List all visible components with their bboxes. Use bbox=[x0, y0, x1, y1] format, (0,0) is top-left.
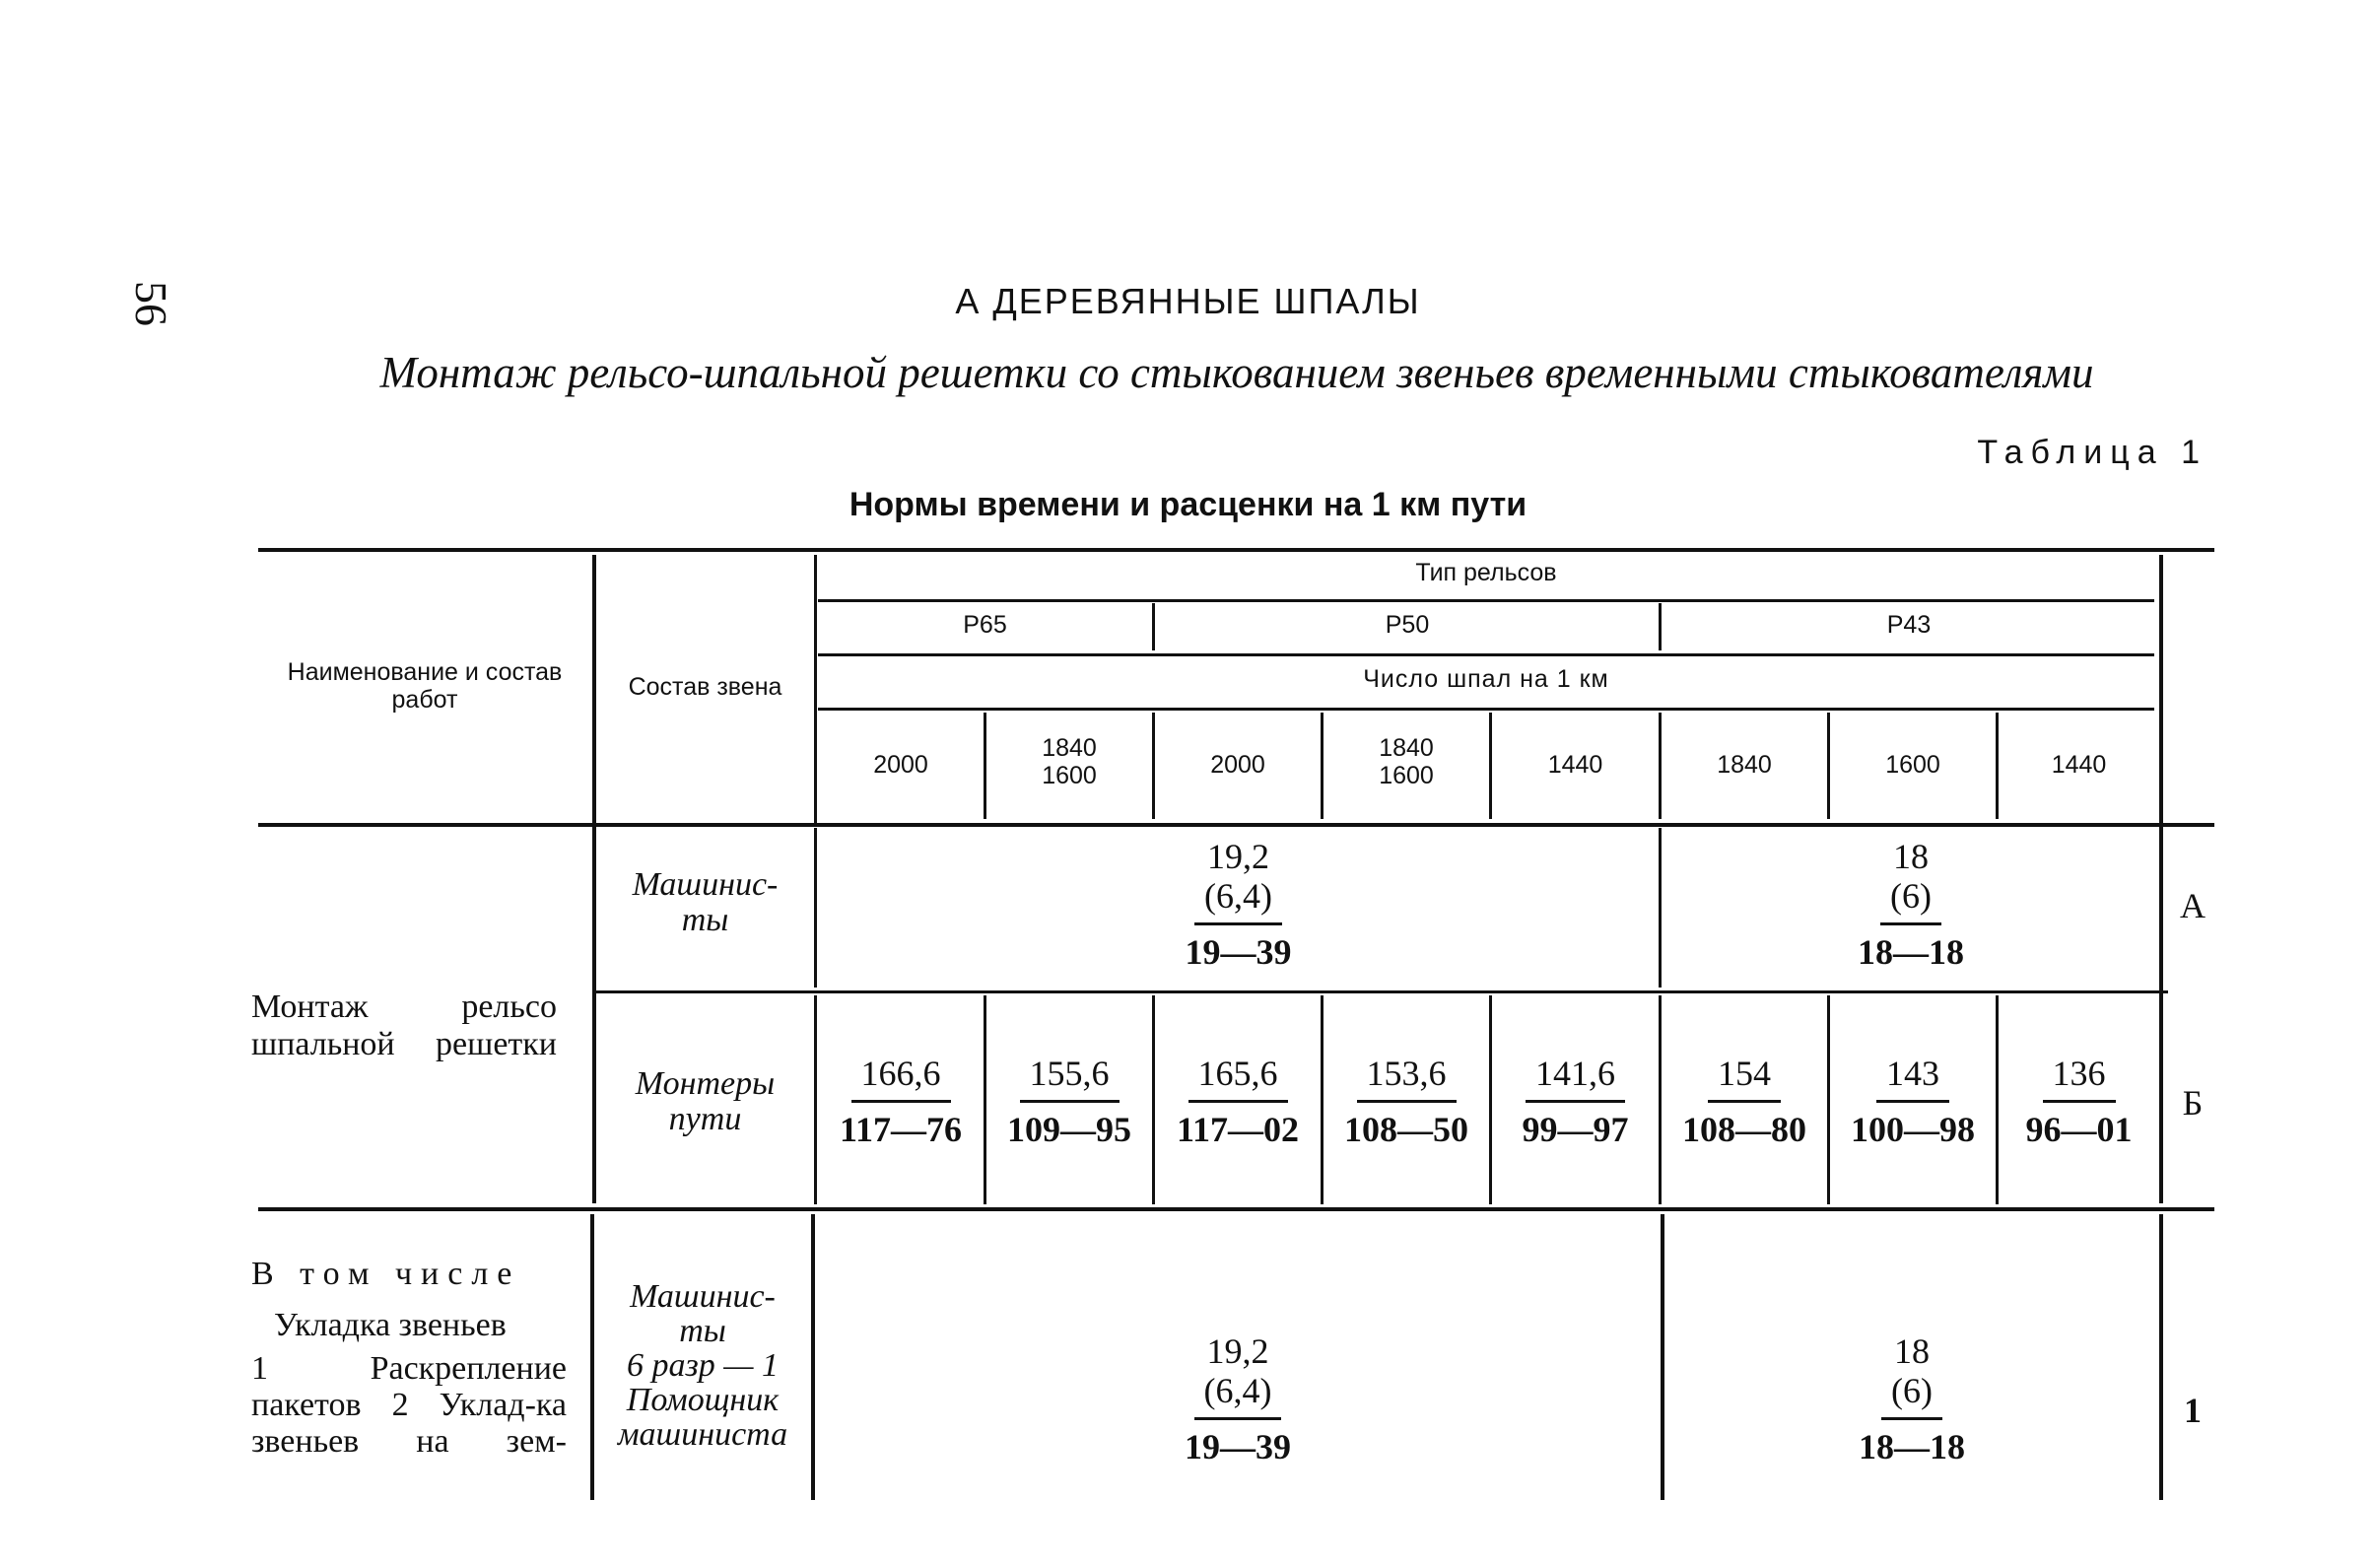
rate-b-cell bbox=[986, 1053, 1152, 1150]
table-caption: Нормы времени и расценки на 1 км пути bbox=[849, 486, 1527, 523]
time-norm: 165,6 bbox=[1188, 1053, 1288, 1103]
sleeper-count: 2000 bbox=[873, 751, 928, 779]
time-norm: 155,6 bbox=[1020, 1053, 1120, 1103]
sleeper-count: 1440 bbox=[1547, 751, 1603, 779]
rate-b-cell bbox=[1662, 1053, 1827, 1150]
row1-work-name: Монтаж рельсо шпальной решетки bbox=[251, 989, 557, 1062]
page-number: 56 bbox=[126, 281, 176, 326]
time-norm: 154 bbox=[1708, 1053, 1781, 1103]
row-number: 1 bbox=[2184, 1391, 2202, 1430]
sleeper-count: 2000 bbox=[1210, 751, 1265, 779]
crew-machinists: Машинис- ты bbox=[632, 866, 779, 938]
crew-track-workers: Монтеры пути bbox=[635, 1065, 776, 1137]
rate-row2-left bbox=[815, 1332, 1661, 1467]
header-rail-type: Тип рельсов bbox=[1415, 559, 1557, 586]
time-norm: 166,6 bbox=[851, 1053, 951, 1103]
rate-price: 117—76 bbox=[839, 1110, 962, 1149]
rate-b-cell bbox=[1324, 1053, 1489, 1150]
time-norm: 141,6 bbox=[1526, 1053, 1625, 1103]
rate-b-cell bbox=[1999, 1053, 2159, 1150]
sleeper-count: 1600 bbox=[1885, 751, 1940, 779]
sleeper-count: 1840 1600 bbox=[1379, 734, 1434, 789]
row2-heading: В том числе bbox=[251, 1256, 521, 1292]
header-sleepers-per-km: Число шпал на 1 км bbox=[1363, 665, 1609, 693]
rail-type-p65: Р65 bbox=[963, 611, 1007, 639]
rate-row2-right bbox=[1664, 1332, 2159, 1467]
header-work-name: Наименование и состав работ bbox=[287, 658, 563, 714]
header-crew: Состав звена bbox=[628, 673, 782, 701]
time-norm: 153,6 bbox=[1357, 1053, 1457, 1103]
rate-b-cell bbox=[818, 1053, 984, 1150]
rate-b-cell bbox=[1492, 1053, 1659, 1150]
time-norm-per-person: (6) bbox=[1881, 1370, 1942, 1420]
row2-subheading: Укладка звеньев bbox=[274, 1307, 507, 1343]
rate-price: 19—39 bbox=[1185, 1427, 1291, 1466]
rate-price: 109—95 bbox=[1007, 1110, 1131, 1149]
time-norm: 136 bbox=[2043, 1053, 2116, 1103]
rate-a-right bbox=[1663, 838, 2159, 973]
time-norm: 143 bbox=[1876, 1053, 1949, 1103]
time-norm-per-person: (6,4) bbox=[1194, 875, 1282, 925]
time-norm: 18 bbox=[1894, 1331, 1930, 1371]
rate-a-left bbox=[818, 838, 1659, 973]
rate-price: 117—02 bbox=[1176, 1110, 1299, 1149]
rail-type-p43: Р43 bbox=[1886, 611, 1932, 639]
sleeper-count: 1440 bbox=[2051, 751, 2107, 779]
section-title: А ДЕРЕВЯННЫЕ ШПАЛЫ bbox=[955, 281, 1421, 321]
sleeper-count: 1840 1600 bbox=[1042, 734, 1097, 789]
rate-price: 19—39 bbox=[1185, 932, 1292, 972]
crew-machinists-assistant: Машинис- ты 6 разр — 1 Помощник машиниста bbox=[617, 1278, 788, 1453]
rate-price: 100—98 bbox=[1851, 1110, 1975, 1149]
table-number: Таблица 1 bbox=[1977, 434, 2207, 471]
time-norm-per-person: (6) bbox=[1880, 875, 1941, 925]
rate-price: 18—18 bbox=[1859, 1427, 1965, 1466]
rail-type-p50: Р50 bbox=[1385, 611, 1430, 639]
rate-price: 96—01 bbox=[2025, 1110, 2133, 1149]
row2-work-text: 1 Раскрепление пакетов 2 Уклад-ка звеньев на зем- bbox=[251, 1350, 567, 1460]
time-norm: 19,2 bbox=[1206, 1331, 1269, 1371]
rate-price: 108—50 bbox=[1344, 1110, 1468, 1149]
subtitle: Монтаж рельсо-шпальной решетки со стыкованием звеньев временными стыкователями bbox=[379, 348, 2094, 397]
row-letter-b: Б bbox=[2182, 1083, 2204, 1123]
rate-price: 108—80 bbox=[1682, 1110, 1806, 1149]
time-norm-per-person: (6,4) bbox=[1194, 1370, 1282, 1420]
row-letter-a: А bbox=[2180, 886, 2206, 925]
time-norm: 19,2 bbox=[1207, 837, 1269, 876]
rate-b-cell bbox=[1155, 1053, 1321, 1150]
rate-b-cell bbox=[1830, 1053, 1996, 1150]
rate-price: 18—18 bbox=[1858, 932, 1964, 972]
rate-price: 99—97 bbox=[1522, 1110, 1629, 1149]
time-norm: 18 bbox=[1893, 837, 1929, 876]
sleeper-count: 1840 bbox=[1717, 751, 1772, 779]
